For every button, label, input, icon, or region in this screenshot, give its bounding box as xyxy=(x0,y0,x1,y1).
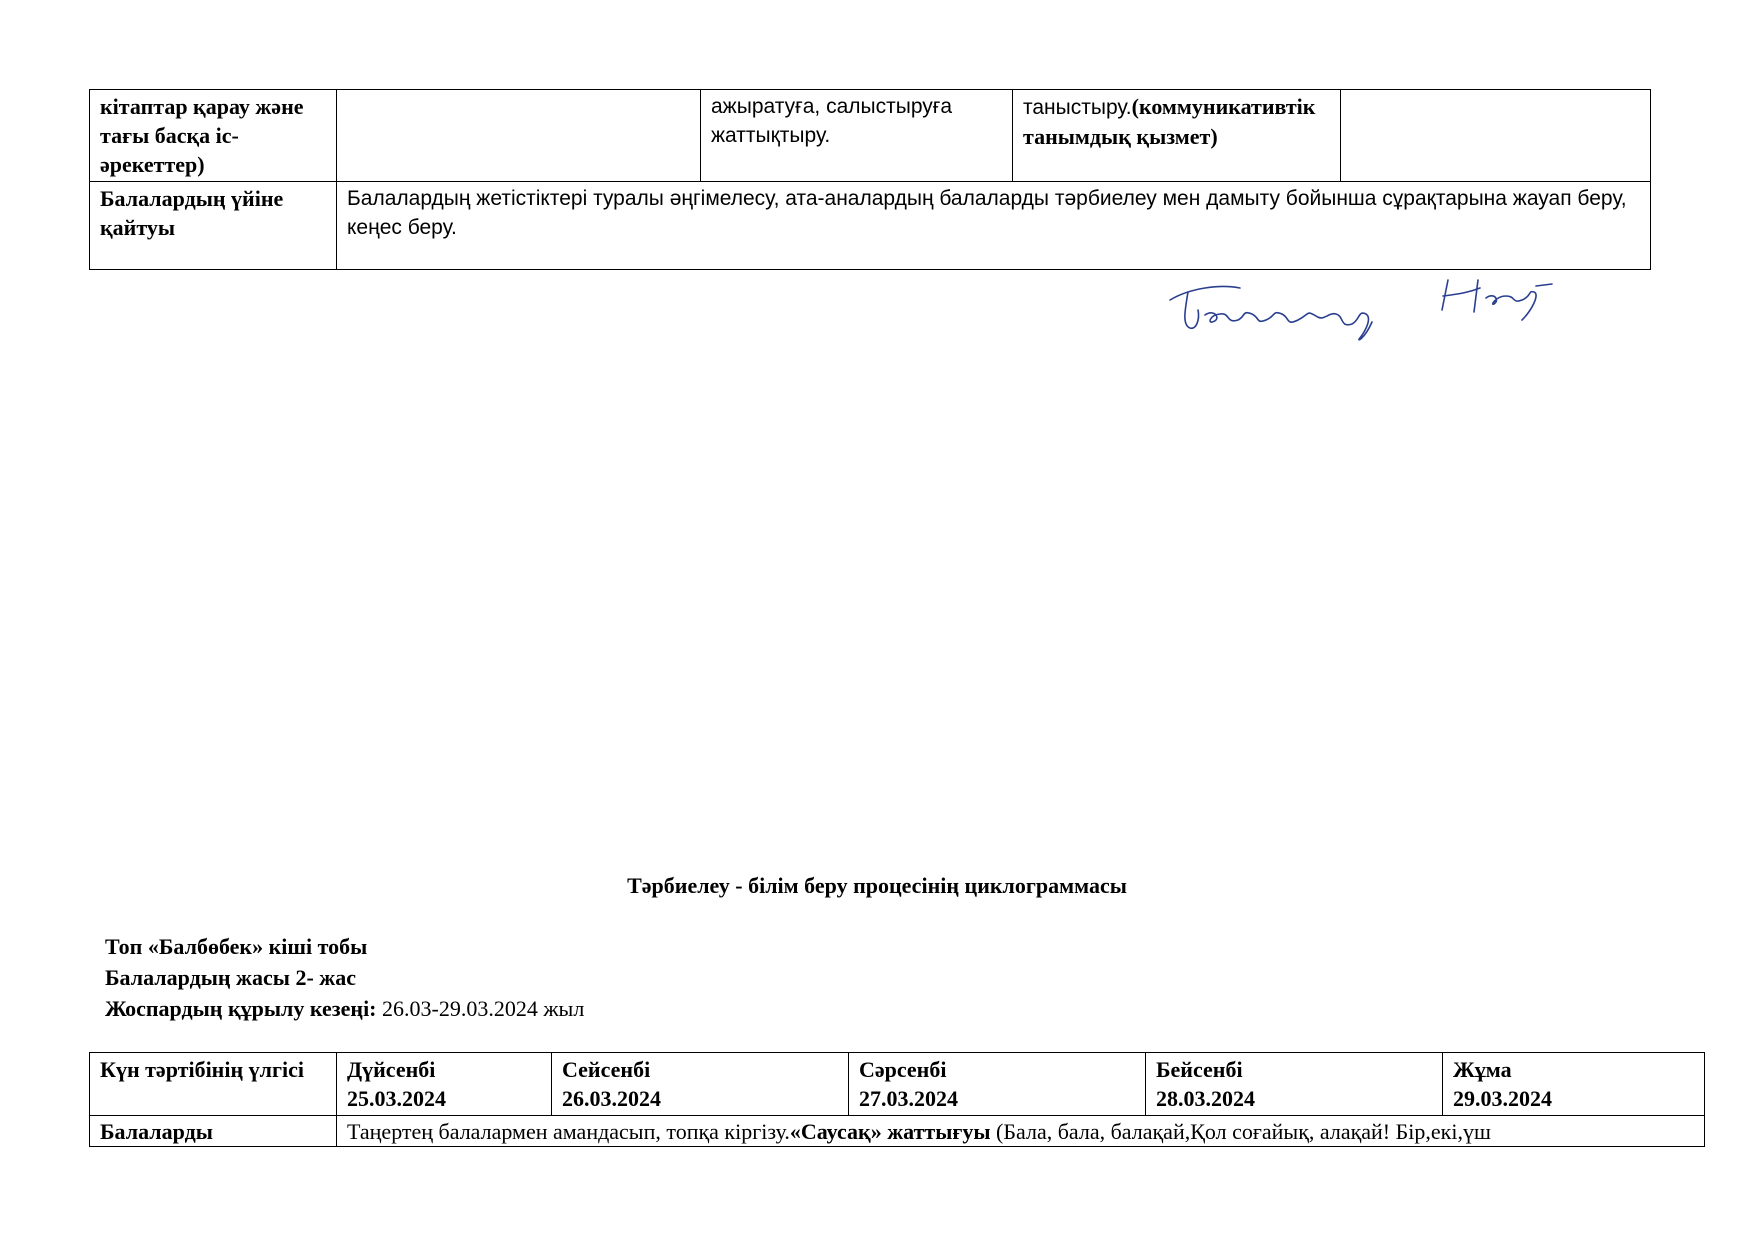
day-name: Сейсенбі xyxy=(562,1057,651,1082)
age-line: Балалардың жасы 2- жас xyxy=(105,965,356,990)
handwritten-signature xyxy=(1160,270,1580,350)
cell-text: Таңертең балалармен амандасып, топқа кіргізу. xyxy=(347,1119,790,1144)
day-name: Сәрсенбі xyxy=(859,1057,947,1082)
group-line: Топ «Балбөбек» кіші тобы xyxy=(105,934,368,959)
day-date: 29.03.2024 xyxy=(1453,1086,1552,1111)
table-cell: Балалардың жетістіктері туралы әңгімелесу, ата-аналардың балаларды тәрбиелеу мен дамыту бойынша сұрақтарына жауап беру, кеңес беру. xyxy=(337,182,1651,270)
period-value: 26.03-29.03.2024 жыл xyxy=(376,996,585,1021)
top-plan-table xyxy=(89,89,1651,270)
table-cell-label: Балалардың үйіне қайтуы xyxy=(90,182,337,270)
table-cell-label: Балаларды xyxy=(90,1116,337,1147)
cell-text-bold: (коммуникативтік танымдық қызмет) xyxy=(1023,94,1316,149)
schedule-table xyxy=(89,1052,1705,1147)
document-meta xyxy=(105,931,584,1024)
cell-text-bold: «Саусақ» жаттығуы xyxy=(789,1119,991,1144)
period-label: Жоспардың құрылу кезеңі: xyxy=(105,996,377,1021)
table-cell xyxy=(337,1116,1705,1147)
table-cell: кітаптар қарау және тағы басқа іс-әрекеттер) xyxy=(90,90,337,182)
day-name: Дүйсенбі xyxy=(347,1057,436,1082)
cell-text: (Бала, бала, балақай,Қол соғайық, алақай! Бір,екі,үш xyxy=(990,1119,1491,1144)
table-cell xyxy=(1013,90,1341,182)
cell-text: таныстыру. xyxy=(1023,96,1132,119)
header-cell-day xyxy=(849,1053,1146,1116)
day-name: Жұма xyxy=(1453,1057,1512,1082)
header-cell-day xyxy=(552,1053,849,1116)
table-cell xyxy=(337,90,701,182)
header-cell-day xyxy=(1443,1053,1705,1116)
table-cell: ажыратуға, салыстыруға жаттықтыру. xyxy=(701,90,1013,182)
table-row xyxy=(90,182,1651,270)
day-date: 28.03.2024 xyxy=(1156,1086,1255,1111)
table-cell xyxy=(1341,90,1651,182)
table-row xyxy=(90,1116,1705,1147)
day-date: 26.03.2024 xyxy=(562,1086,661,1111)
table-header-row xyxy=(90,1053,1705,1116)
document-title: Тәрбиелеу - білім беру процесінің циклограммасы xyxy=(627,873,1127,898)
header-cell-day xyxy=(1146,1053,1443,1116)
header-cell-label: Күн тәртібінің үлгісі xyxy=(90,1053,337,1116)
period-line xyxy=(105,993,584,1024)
day-name: Бейсенбі xyxy=(1156,1057,1243,1082)
day-date: 25.03.2024 xyxy=(347,1086,446,1111)
table-row xyxy=(90,90,1651,182)
header-cell-day xyxy=(337,1053,552,1116)
day-date: 27.03.2024 xyxy=(859,1086,958,1111)
